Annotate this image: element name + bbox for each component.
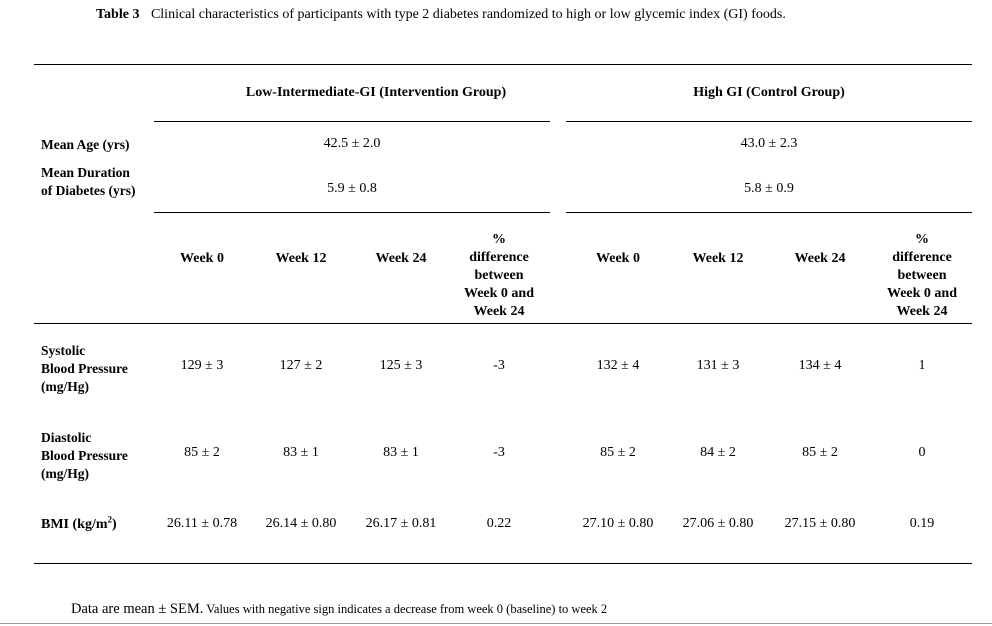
intervention-week12-header: Week 12 (275, 251, 327, 266)
footnote-part2: Values with negative sign indicates a decrease from week 0 (baseline) to week 2 (203, 602, 608, 616)
table-number: Table 3 (96, 7, 140, 22)
table-cell: 84 ± 2 (700, 445, 736, 460)
table-cell: 26.17 ± 0.81 (365, 516, 437, 531)
table-cell: 27.10 ± 0.80 (582, 516, 654, 531)
intervention-week24-header: Week 24 (375, 251, 427, 266)
pct-header-line: difference (892, 250, 952, 265)
bmi-label (41, 516, 117, 534)
table-cell: 83 ± 1 (283, 445, 319, 460)
row-label-line: Blood Pressure (41, 361, 128, 376)
pct-header-line: Week 24 (473, 304, 525, 319)
table-cell: 134 ± 4 (798, 358, 842, 373)
table-cell: 0 (918, 445, 926, 460)
table-cell: 83 ± 1 (383, 445, 419, 460)
pct-header-line: % (915, 232, 929, 247)
control-group-rule (566, 121, 972, 122)
table-cell: 125 ± 3 (379, 358, 423, 373)
table-cell: 1 (918, 358, 926, 373)
table-cell: 26.11 ± 0.78 (166, 516, 238, 531)
control-baseline-rule (566, 212, 972, 213)
control-group-header: High GI (Control Group) (693, 85, 845, 100)
pct-header-line: difference (469, 250, 529, 265)
table-cell: 129 ± 3 (180, 358, 224, 373)
table-cell: 132 ± 4 (596, 358, 640, 373)
row-label-line: (mg/Hg) (41, 466, 89, 481)
table-cell: 85 ± 2 (802, 445, 838, 460)
row-label-line: (mg/Hg) (41, 379, 89, 394)
bmi-label-superscript: 2 (107, 514, 112, 525)
intervention-group-rule (154, 121, 550, 122)
row-label-line: Diastolic (41, 430, 92, 445)
control-pct-diff-header (872, 231, 972, 321)
systolic-label (41, 342, 128, 396)
header-bottom-rule (34, 323, 972, 324)
control-week0-header: Week 0 (596, 251, 640, 266)
top-rule (34, 64, 972, 65)
table-cell: 0.19 (909, 516, 935, 531)
control-mean-age: 43.0 ± 2.3 (740, 136, 798, 151)
mean-age-label: Mean Age (yrs) (41, 137, 130, 152)
row-label-line: Blood Pressure (41, 448, 128, 463)
bmi-label-text: BMI (kg/m (41, 517, 108, 532)
control-week24-header: Week 24 (794, 251, 846, 266)
pct-header-line: between (897, 268, 947, 283)
intervention-week0-header: Week 0 (180, 251, 224, 266)
mean-duration-label-line1: Mean Duration (41, 165, 130, 180)
pct-header-line: Week 24 (896, 304, 948, 319)
diastolic-label (41, 429, 128, 483)
table-cell: 85 ± 2 (184, 445, 220, 460)
page-bottom-border (0, 623, 992, 624)
table-caption (96, 7, 976, 23)
control-week12-header: Week 12 (692, 251, 744, 266)
footnote-part1: Data are mean ± SEM. (71, 601, 204, 617)
intervention-pct-diff-header (449, 231, 549, 321)
table-cell: 85 ± 2 (600, 445, 636, 460)
intervention-mean-age: 42.5 ± 2.0 (323, 136, 381, 151)
table-cell: 27.15 ± 0.80 (784, 516, 856, 531)
table-cell: 131 ± 3 (696, 358, 740, 373)
table-cell: 26.14 ± 0.80 (265, 516, 337, 531)
pct-header-line: % (492, 232, 506, 247)
table-cell: 127 ± 2 (279, 358, 323, 373)
table-title: Clinical characteristics of participants with type 2 diabetes randomized to high or low glycemic index (GI) foods. (150, 7, 786, 22)
table-cell: 27.06 ± 0.80 (682, 516, 754, 531)
intervention-group-header: Low-Intermediate-GI (Intervention Group) (245, 85, 507, 100)
table-cell: -3 (493, 358, 505, 373)
bmi-label-close: ) (112, 517, 117, 532)
table-cell: -3 (493, 445, 505, 460)
pct-header-line: Week 0 and (463, 286, 534, 301)
table-cell: 0.22 (486, 516, 512, 531)
pct-header-line: between (474, 268, 524, 283)
intervention-duration: 5.9 ± 0.8 (327, 181, 377, 196)
mean-duration-label-line2: of Diabetes (yrs) (41, 183, 136, 198)
row-label-line: Systolic (41, 343, 86, 358)
mean-duration-label (41, 164, 135, 200)
table-footnote (71, 600, 607, 618)
intervention-baseline-rule (154, 212, 550, 213)
table-bottom-rule (34, 563, 972, 564)
pct-header-line: Week 0 and (886, 286, 957, 301)
control-duration: 5.8 ± 0.9 (744, 181, 794, 196)
